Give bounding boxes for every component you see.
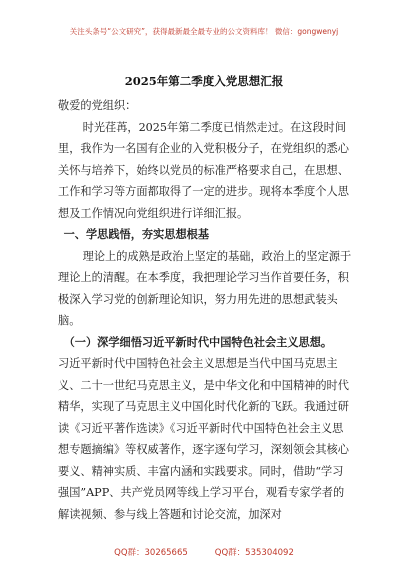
- subsection-heading-1: （一）深学细悟习近平新时代中国特色社会主义思想。: [63, 334, 333, 349]
- document-title: 2025年第二季度入党思想汇报: [124, 74, 284, 88]
- paragraph-intro: 时光荏苒，2025年第二季度已悄然走过。在这段时间里，我作为一名国有企业的入党积极分子，在党组织的悉心关怀与培养下，始终以党员的标准严格要求自己，在思想、工作和学习等方面都取得了一定的进步。现将本季度个人思想及工作情况向党组织进行详细汇报。: [58, 120, 349, 220]
- section-heading-1: 一、学思践悟，夯实思想根基: [63, 227, 210, 241]
- header-banner: 关注头条号“公文研究”，获得最新最全最专业的公文资料库！ 微信：gongwenyj: [69, 27, 339, 36]
- salutation: 敬爱的党组织：: [58, 99, 137, 112]
- paragraph-thought-study: 习近平新时代中国特色社会主义思想是当代中国马克思主义、二十一世纪马克思主义，是中华文化和中国精神的时代精华，实现了马克思主义中国化时代化新的飞跃。我通过研读《习近平著作选读》《习近平新时代中国特色社会主义思想专题摘编》等权威著作，逐字逐句学习，深刻领会其核心要义、精神实质、丰富内涵和实践要求。同时，借助“学习强国”APP、共产党员网等线上学习平台，观看专家学者的解读视频、参与线上答题和讨论交流，加深对: [58, 357, 349, 521]
- paragraph-theory: 理论上的成熟是政治上坚定的基础，政治上的坚定源于理论上的清醒。在本季度，我把理论学习当作首要任务，积极深入学习党的创新理论知识，努力用先进的思想武装头脑。: [58, 249, 352, 327]
- footer-qq-groups: QQ群：30265665 QQ群：535304092: [114, 548, 294, 558]
- document-body: [58, 95, 354, 525]
